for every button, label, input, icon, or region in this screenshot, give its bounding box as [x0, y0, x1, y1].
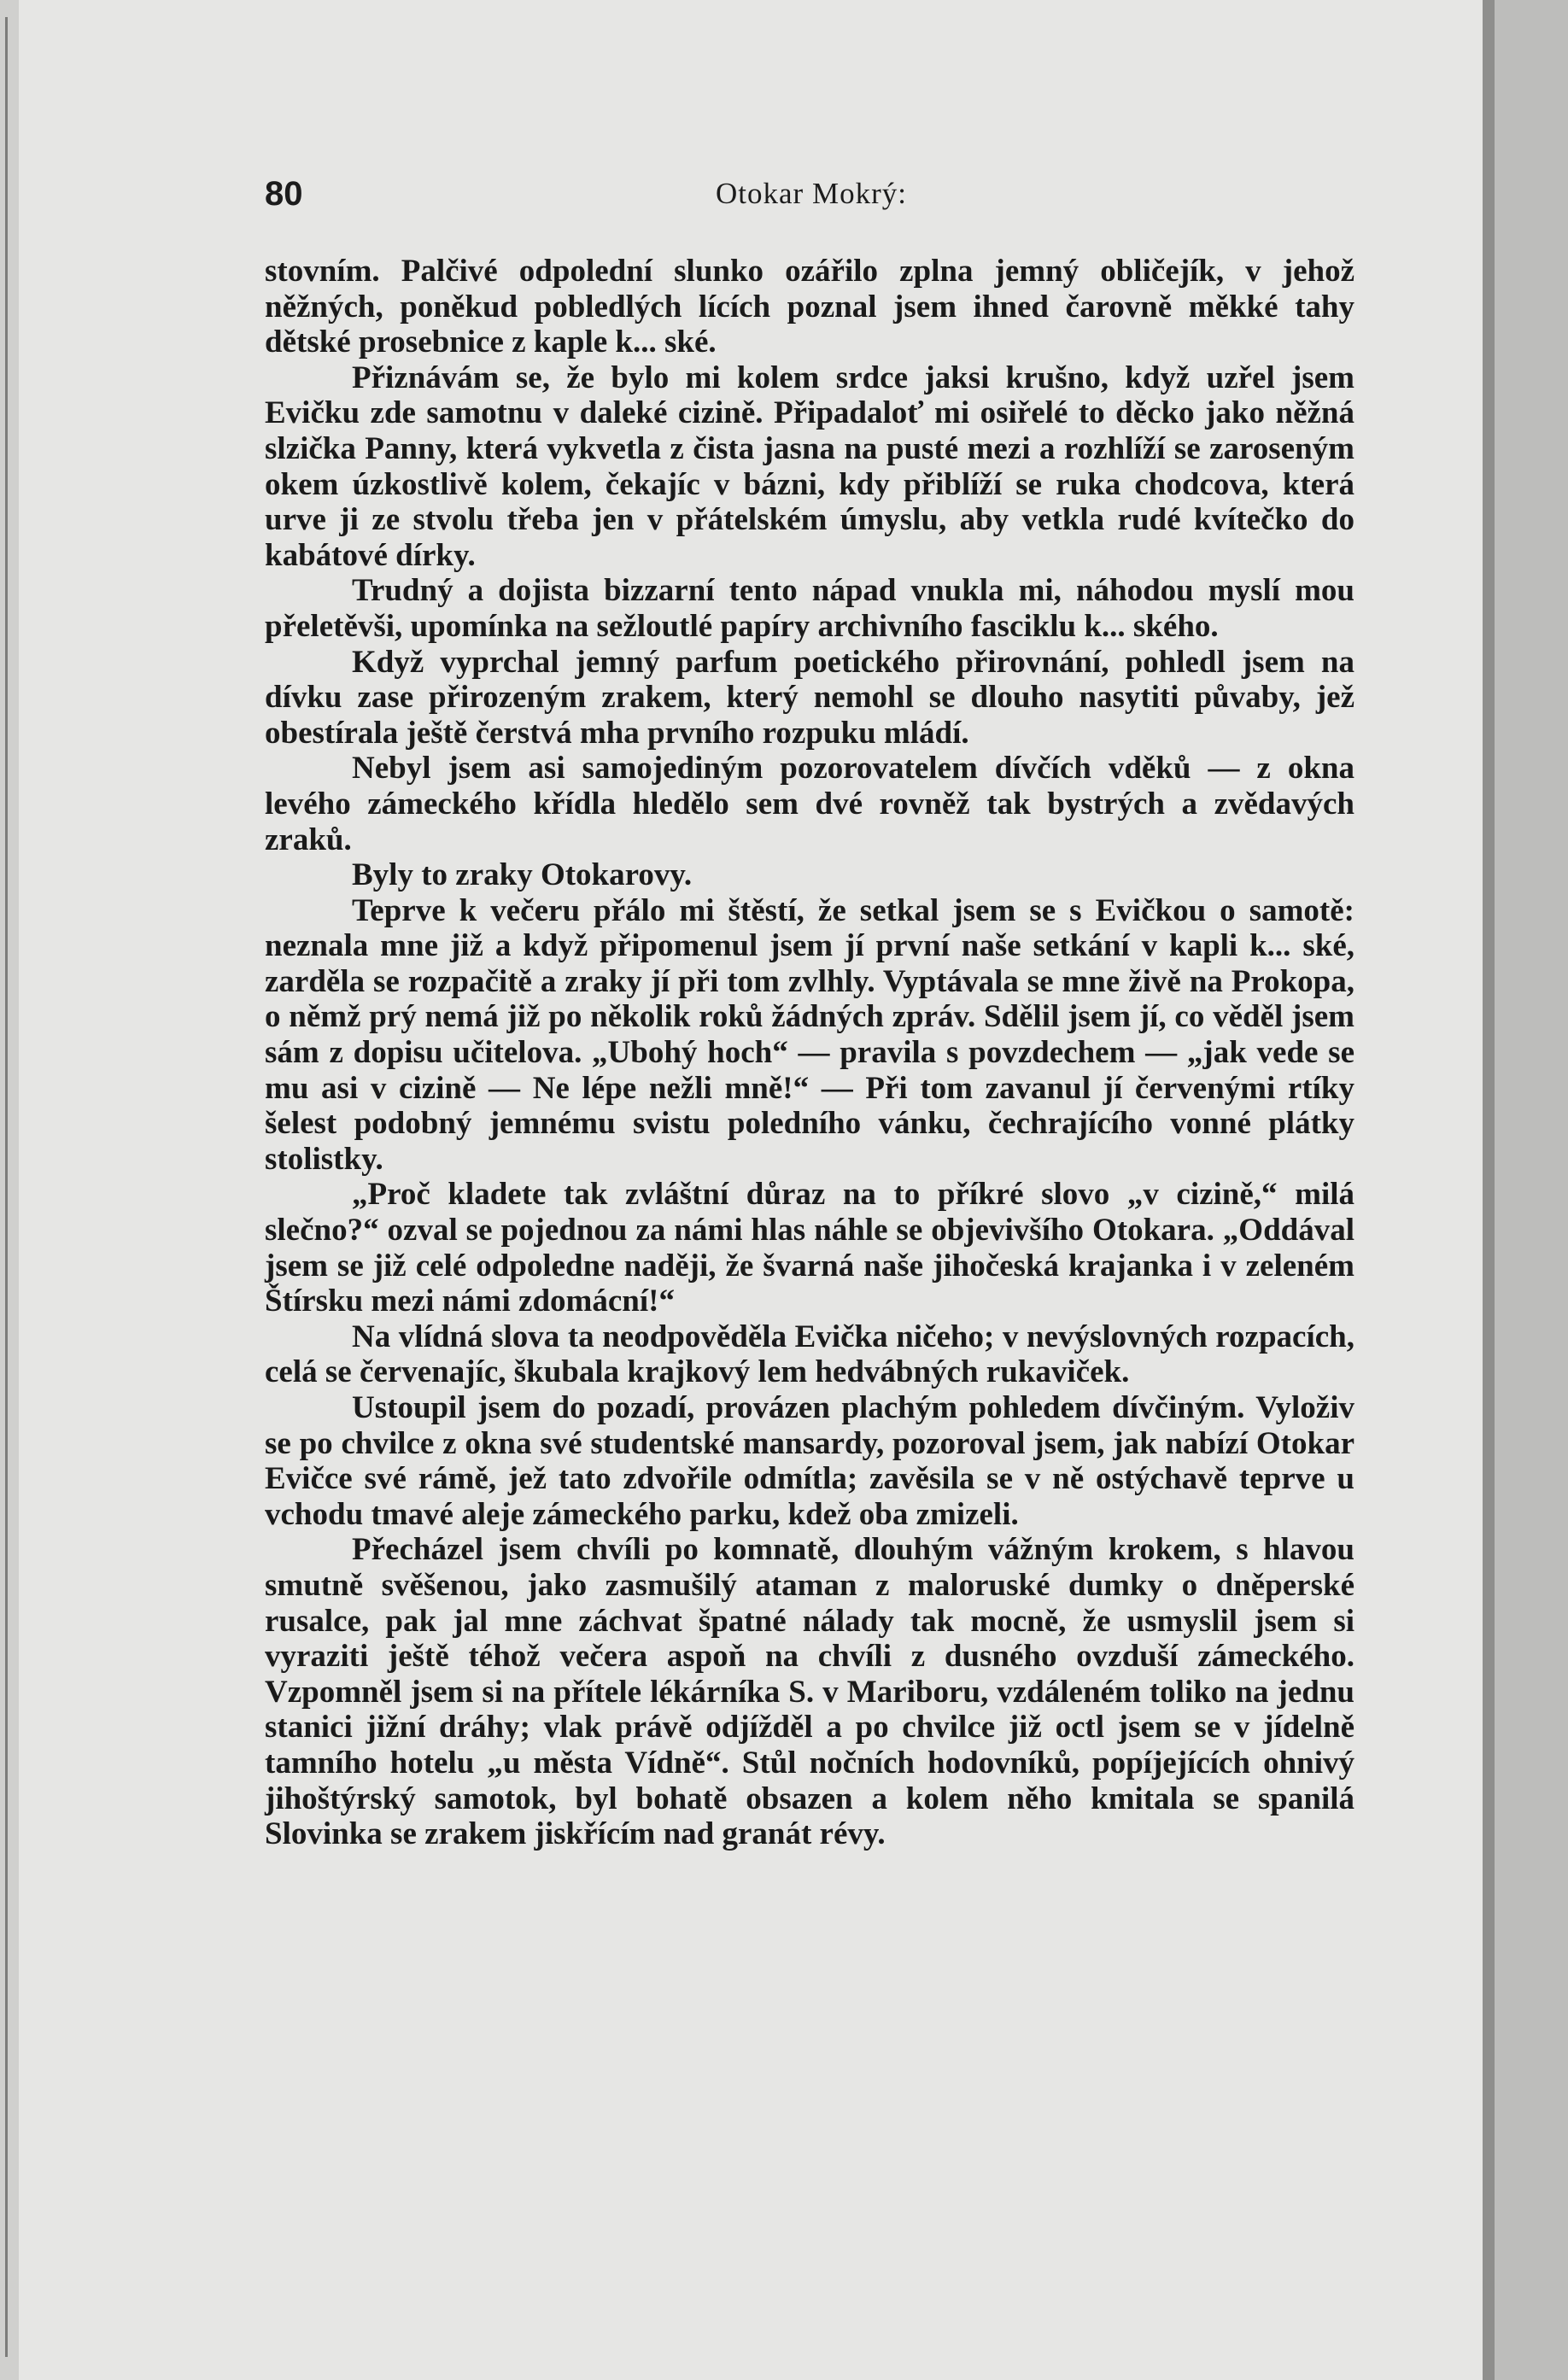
paragraph-5: Nebyl jsem asi samojediným pozorovatelem dívčích vděků — z okna levého zámeckého křídla hledělo sem dvé rovněž tak bystrých a zvědavých zraků. — [265, 751, 1354, 857]
page-edge-shadow — [1483, 0, 1568, 2380]
binding-edge — [5, 17, 8, 2357]
body-text — [265, 254, 1354, 1852]
paragraph-11: Přecházel jsem chvíli po komnatě, dlouhým vážným krokem, s hlavou smutně svěšenou, jako zasmušilý ataman z maloruské dumky o dněperské rusalce, pak jal mne záchvat špatné nálady tak mocně, že usmyslil jsem si vyraziti ještě téhož večera aspoň na chvíli z dusného ovzduší zámeckého. Vzpomněl jsem si na přítele lékárníka S. v Mariboru, vzdáleném toliko na jednu stanici jižní dráhy; vlak právě odjížděl a po chvilce již octl jsem se v jídelně tamního hotelu „u města Vídně“. Stůl nočních hodovníků, popíjejících ohnivý jihoštýrský samotok, byl bohatě obsazen a kolem něho kmitala se spanilá Slovinka se zrakem jiskřícím nad granát révy. — [265, 1532, 1354, 1852]
page-number: 80 — [265, 175, 303, 213]
paragraph-3: Trudný a dojista bizzarní tento nápad vnukla mi, náhodou myslí mou přeletěvši, upomínka na sežloutlé papíry archivního fasciklu k... ského. — [265, 573, 1354, 644]
paragraph-2: Přiznávám se, že bylo mi kolem srdce jaksi krušno, když uzřel jsem Evičku zde samotnu v daleké cizině. Připadaloť mi osiřelé to děcko jako něžná slzička Panny, která vykvetla z čista jasna na pusté mezi a rozhlíží se zaroseným okem úzkostlivě kolem, čekajíc v bázni, kdy přiblíží se ruka chodcova, která urve ji ze stvolu třeba jen v přátelském úmyslu, aby vetkla rudé kvítečko do kabátové dírky. — [265, 360, 1354, 573]
paragraph-8: „Proč kladete tak zvláštní důraz na to příkré slovo „v cizině,“ milá slečno?“ ozval se pojednou za námi hlas náhle se objevivšího Otokara. „Oddával jsem se již celé odpoledne naději, že švarná naše jihočeská krajanka i v zeleném Štírsku mezi námi zdomácní!“ — [265, 1177, 1354, 1319]
paragraph-9: Na vlídná slova ta neodpověděla Evička ničeho; v nevýslovných rozpacích, celá se červenajíc, škubala krajkový lem hedvábných rukaviček. — [265, 1319, 1354, 1390]
paragraph-4: Když vyprchal jemný parfum poetického přirovnání, pohledl jsem na dívku zase přirozeným zrakem, který nemohl se dlouho nasytiti půvaby, jež obestírala ještě čerstvá mha prvního rozpuku mládí. — [265, 644, 1354, 751]
page-header — [265, 175, 1358, 219]
running-head: Otokar Mokrý: — [716, 177, 907, 210]
paragraph-10: Ustoupil jsem do pozadí, provázen plachým pohledem dívčiným. Vyloživ se po chvilce z okna své studentské mansardy, pozoroval jsem, jak nabízí Otokar Evičce své rámě, jež tato zdvořile odmítla; zavěsila se v ně ostýchavě teprve u vchodu tmavé aleje zámeckého parku, kdež oba zmizeli. — [265, 1390, 1354, 1532]
paragraph-7: Teprve k večeru přálo mi štěstí, že setkal jsem se s Evičkou o samotě: neznala mne již a když připomenul jsem jí první naše setkání v kapli k... ské, zarděla se rozpačitě a zraky jí při tom zvlhly. Vyptávala se mne živě na Prokopa, o němž prý nemá již po několik roků žádných zpráv. Sdělil jsem jí, co věděl jsem sám z dopisu učitelova. „Ubohý hoch“ — pravila s povzdechem — „jak vede se mu asi v cizině — Ne lépe nežli mně!“ — Při tom zavanul jí červenými rtíky šelest podobný jemnému svistu poledního vánku, čechrajícího vonné plátky stolistky. — [265, 892, 1354, 1177]
paragraph-1: stovním. Palčivé odpolední slunko ozářilo zplna jemný obličejík, v jehož něžných, poněkud pobledlých lících poznal jsem ihned čarovně měkké tahy dětské prosebnice z kaple k... ské. — [265, 254, 1354, 360]
paragraph-6: Byly to zraky Otokarovy. — [352, 857, 693, 893]
